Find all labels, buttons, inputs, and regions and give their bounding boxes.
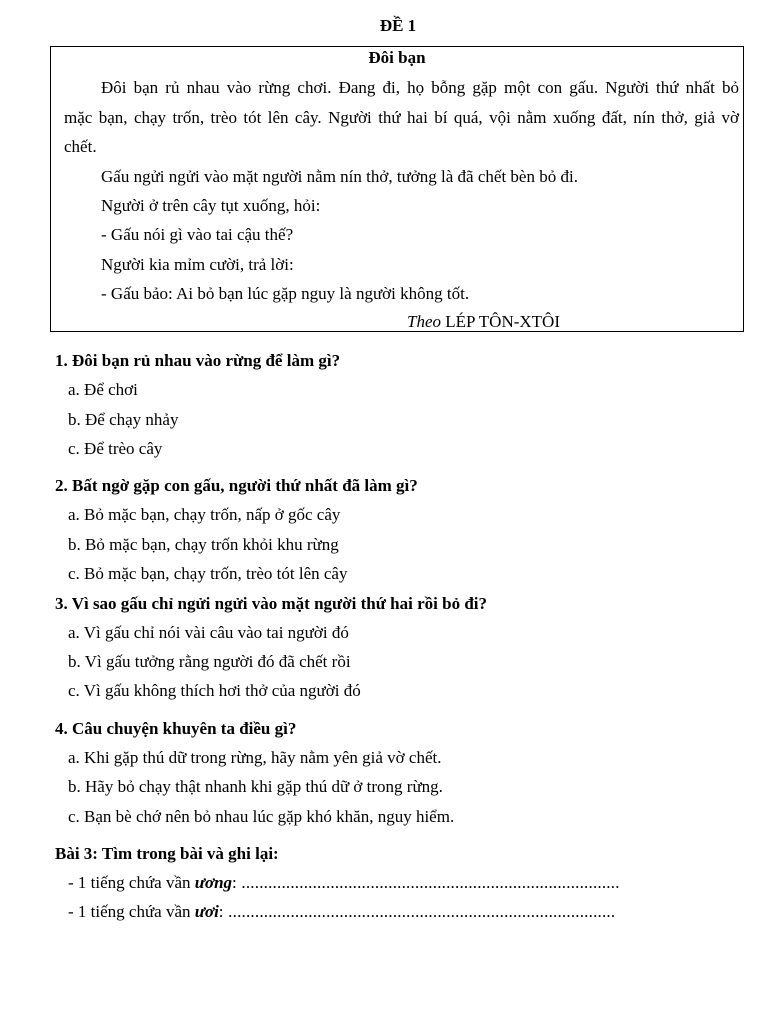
story-line: - Gấu nói gì vào tai cậu thế?	[101, 225, 294, 244]
question-1-option-b: b. Để chạy nhảy	[68, 410, 179, 429]
question-4-option-b: b. Hãy bỏ chạy thật nhanh khi gặp thú dữ ở trong rừng.	[68, 777, 443, 796]
question-2-option-b: b. Bỏ mặc bạn, chạy trốn khỏi khu rừng	[68, 535, 339, 554]
exercise-item-rhyme: ươi	[194, 902, 219, 921]
question-2-option-a: a. Bỏ mặc bạn, chạy trốn, nấp ở gốc cây	[68, 505, 341, 524]
story-line: Người kia mỉm cười, trả lời:	[101, 255, 294, 274]
question-4-option-a: a. Khi gặp thú dữ trong rừng, hãy nằm yên giả vờ chết.	[68, 748, 442, 767]
question-2-option-c: c. Bỏ mặc bạn, chạy trốn, trèo tót lên cây	[68, 564, 348, 583]
story-line: mặc bạn, chạy trốn, trèo tót lên cây. Người thứ hai bí quá, vội nằm xuống đất, nín thở, giả vờ	[64, 108, 739, 127]
question-4-option-c: c. Bạn bè chớ nên bỏ nhau lúc gặp khó khăn, nguy hiểm.	[68, 807, 455, 826]
story-line: Người ở trên cây tụt xuống, hỏi:	[101, 196, 321, 215]
question-1-option-a: a. Để chơi	[68, 380, 138, 399]
page-title: ĐỀ 1	[379, 16, 417, 35]
exercise-item-prefix: - 1 tiếng chứa vần	[68, 873, 195, 892]
story-credit	[407, 312, 560, 332]
credit-author: LÉP TÔN-XTÔI	[445, 312, 560, 331]
exercise-item	[68, 873, 620, 893]
exercise-item	[68, 902, 615, 922]
story-line: Đôi bạn rủ nhau vào rừng chơi. Đang đi, họ bỗng gặp một con gấu. Người thứ nhất bỏ	[101, 78, 739, 97]
question-1-option-c: c. Để trèo cây	[68, 439, 163, 458]
question-3-option-c: c. Vì gấu không thích hơi thở của người đó	[68, 681, 361, 700]
story-title: Đôi bạn	[368, 48, 426, 67]
story-line: Gấu ngửi ngửi vào mặt người nằm nín thở, tưởng là đã chết bèn bỏ đi.	[101, 167, 578, 186]
question-1: 1. Đôi bạn rủ nhau vào rừng để làm gì?	[55, 351, 341, 370]
story-line: - Gấu bảo: Ai bỏ bạn lúc gặp nguy là người không tốt.	[101, 284, 470, 303]
question-3-option-a: a. Vì gấu chỉ nói vài câu vào tai người đó	[68, 623, 349, 642]
exercise-item-prefix: - 1 tiếng chứa vần	[68, 902, 195, 921]
question-4: 4. Câu chuyện khuyên ta điều gì?	[55, 719, 297, 738]
question-2: 2. Bất ngờ gặp con gấu, người thứ nhất đã làm gì?	[55, 476, 418, 495]
exercise-answer-blank: : .......................................................................................	[218, 902, 616, 921]
story-line: chết.	[64, 137, 97, 156]
exercise-item-rhyme: ương	[194, 873, 233, 892]
exercise-answer-blank: : .....................................................................................	[232, 873, 620, 892]
question-3: 3. Vì sao gấu chỉ ngửi ngửi vào mặt người thứ hai rồi bỏ đi?	[55, 594, 488, 613]
question-3-option-b: b. Vì gấu tưởng rằng người đó đã chết rồi	[68, 652, 351, 671]
exercise-title: Bài 3: Tìm trong bài và ghi lại:	[55, 844, 279, 863]
credit-prefix: Theo	[407, 312, 441, 331]
